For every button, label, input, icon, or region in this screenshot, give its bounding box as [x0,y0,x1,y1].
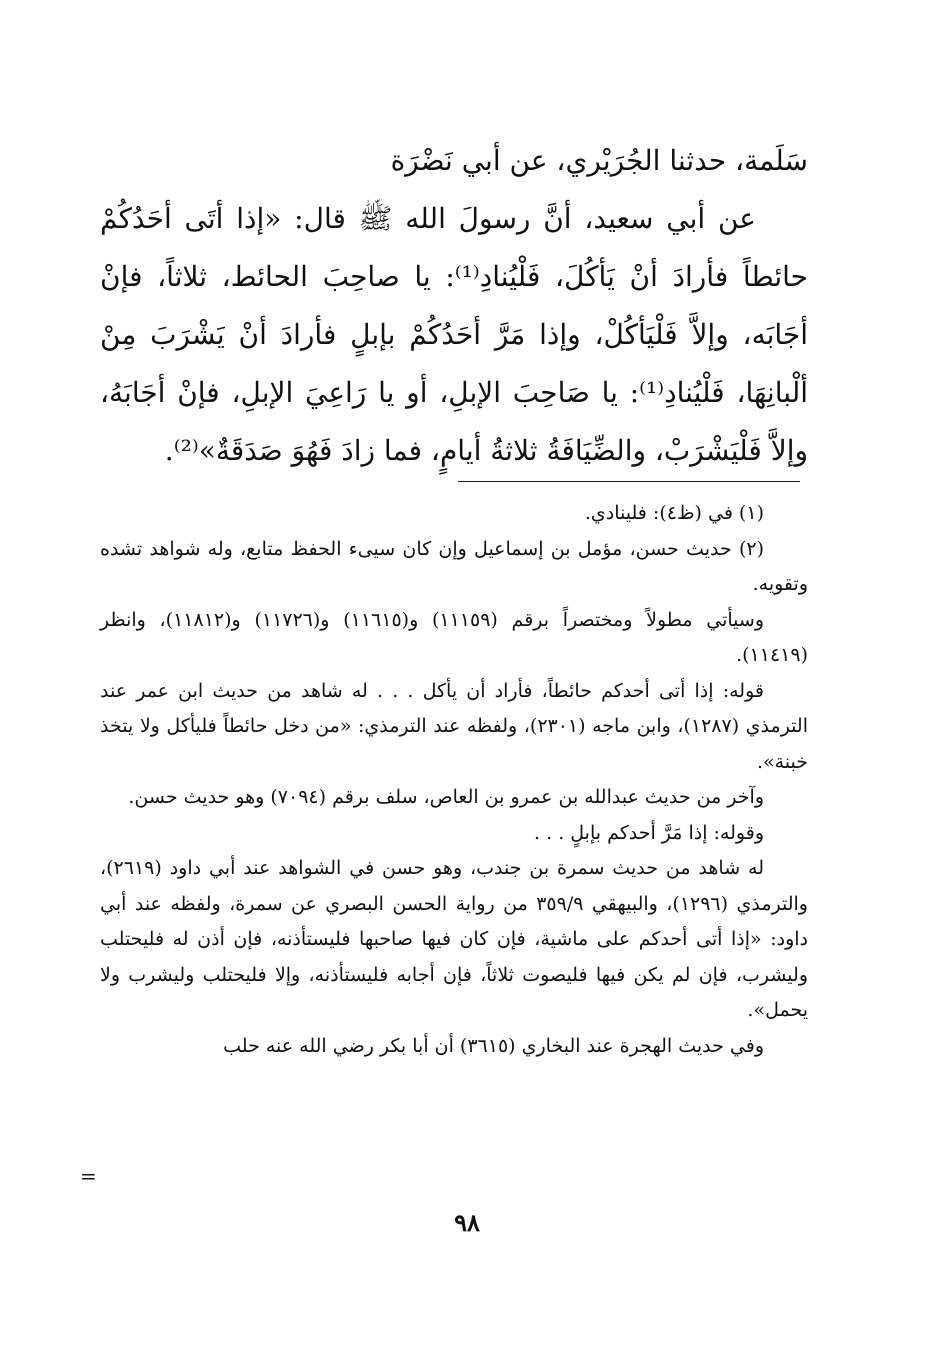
isnad-line: سَلَمة، حدثنا الجُرَيْري، عن أبي نَضْرَة [390,144,808,177]
footnote-separator [458,481,800,482]
footnote-2-hijra-hadith: وفي حديث الهجرة عند البخاري (٣٦١٥) أن أبا بكر رضي الله عنه حلب [223,1034,764,1057]
footnote-2-witness-samura: له شاهد من حديث سمرة بن جندب، وهو حسن في الشواهد عند أبي داود (٢٦١٩)، والترمذي (١٢٩٦)، والبيهقي ٣٥٩/٩ من رواية الحسن البصري عن سمرة، ولفظه عند أبي داود: «إذا أتى أحدكم على ماشية، فإن كان فيها صاحبها فليستأذنه، فإن أذن له فليحتلب وليشرب، فإن لم يكن فيها فليصوت ثلاثاً، فإن أجابه فليستأذنه، وإلا فليحتلب وليشرب ولا يحمل». [100,857,808,1021]
footnote-2-quote-camels: وقوله: إذا مَرَّ أحدكم بإبلٍ . . . [534,821,764,844]
footnote-1: (١) في (ظ٤): فلينادي. [584,502,764,524]
footnote-2-witness-ibn-umar: قوله: إذا أتى أحدكم حائطاً، فأراد أن يأكل . . . له شاهد من حديث ابن عمر عند الترمذي (١٢٨٧)، وابن ماجه (٢٣٠١)، ولفظه عند الترمذي: «من دخل حائطاً فليأكل ولا يتخذ خبنة». [100,679,808,773]
hadith-paragraph: عن أبي سعيد، أنَّ رسولَ الله ﷺ قال: «إذا أتَى أحَدُكُمْ حائطاً فأرادَ أنْ يَأكُلَ، فَلْيُنادِ⁽¹⁾: يا صاحِبَ الحائط، ثلاثاً، فإنْ أجَابَه، وإلاَّ فَلْيَأكُلْ، وإذا مَرَّ أحَدُكُمْ بإبلٍ فأرادَ أنْ يَشْرَبَ مِنْ ألْبانِهَا، فَلْيُنادِ⁽¹⁾: يا صَاحِبَ الإبلِ، أو يا رَاعِيَ الإبلِ، فإنْ أجَابَهُ، وإلاَّ فَلْيَشْرَبْ، والضِّيَافَةُ ثلاثةُ أيامٍ، فما زادَ فَهُوَ صَدَقَةٌ»⁽²⁾. [100,202,809,467]
main-text-first-line [100,132,808,190]
footnote-2-see-also: وسيأتي مطولاً ومختصراً برقم (١١١٥٩) و(١١٦١٥) و(١١٧٢٦) و(١١٨١٢)، وانظر (١١٤١٩). [100,608,808,666]
continuation-mark: = [80,1164,97,1188]
main-text [100,190,808,480]
footnotes [100,496,808,1064]
page-number: ٩٨ [454,1208,480,1237]
footnote-2-witness-ibn-amr: وآخر من حديث عبدالله بن عمرو بن العاص، سلف برقم (٧٠٩٤) وهو حديث حسن. [128,786,764,808]
footnote-2: (٢) حديث حسن، مؤمل بن إسماعيل وإن كان سيىء الحفظ متابع، وله شواهد تشده وتقويه. [100,537,808,595]
